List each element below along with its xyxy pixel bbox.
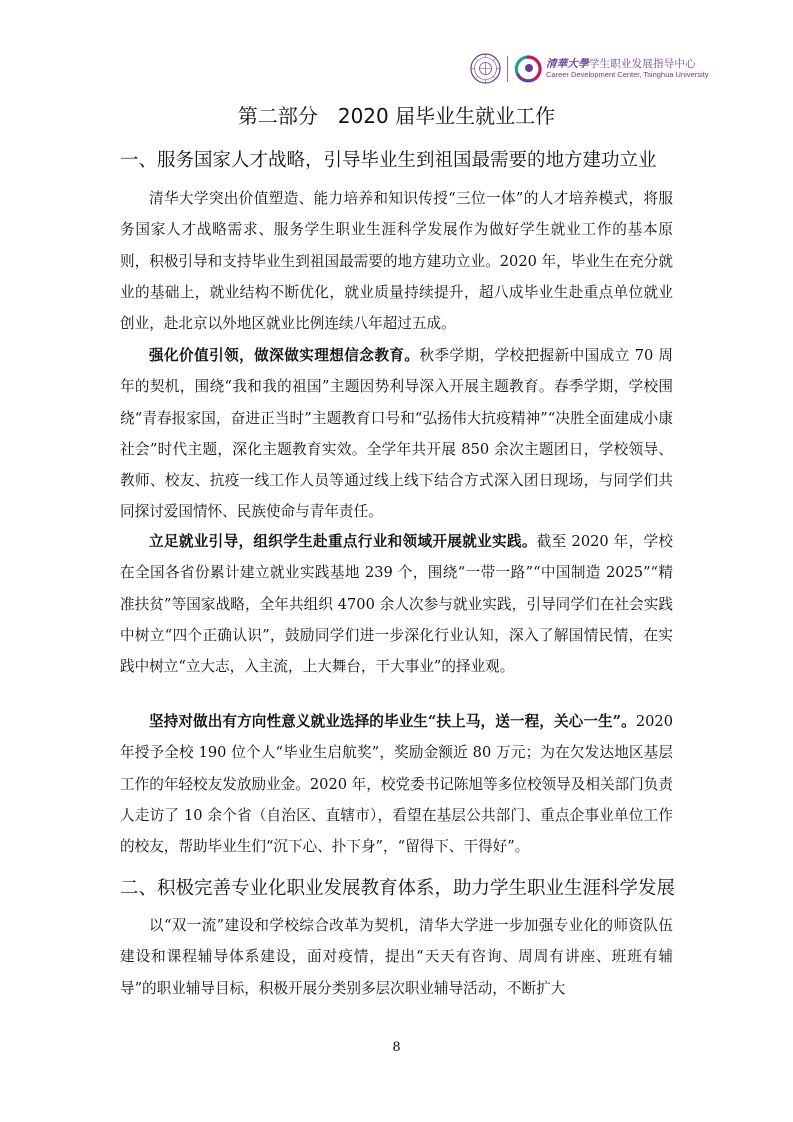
part-title: 第二部分 2020 届毕业生就业工作 [237,104,556,128]
section-2-title: 二、积极完善专业化职业发展教育体系，助力学生职业生涯科学发展 [120,878,676,899]
tsinghua-seal-icon [470,53,501,84]
paragraph-lead: 坚持对做出有方向性意义就业选择的毕业生“扶上马，送一程，关心一生”。 [149,713,636,730]
paragraph-lead: 强化价值引领，做深做实理想信念教育。 [149,347,420,364]
paragraph-body: 秋季学期，学校把握新中国成立 70 周年的契机，围绕“我和我的祖国”主题因势利导深入开展主题教育。春季学期，学校围绕“青春报家国，奋进正当时”主题教育口号和“弘扬伟大抗疫精神”“决胜全面建成小康社会”时代主题，深化主题教育实效。全学年共开展 850 余次主题团日，学校领导、教师、校友、抗疫一线工作人员等通过线上线下结合方式深入团日现场，与同学们共同探讨爱国情怀、民族使命与青年责任。 [120,347,673,521]
section-1-intro-paragraph: 清华大学突出价值塑造、能力培养和知识传授“三位一体”的人才培养模式，将服务国家人才战略需求、服务学生职业生涯科学发展作为做好学生就业工作的基本原则，积极引导和支持毕业生到祖国最需要的地方建功立业。2020 年，毕业生在充分就业的基础上，就业结构不断优化，就业质量持续提升，超八成毕业生赴重点单位就业创业，赴北京以外地区就业比例连续八年超过五成。 [120,190,673,333]
page-number: 8 [392,1040,401,1055]
brand-name-en: Career Development Center, Tsinghua University [546,70,709,79]
graduate-support-paragraph [120,706,673,862]
value-guidance-paragraph [120,340,673,528]
header-divider [507,56,508,82]
header-logos [470,52,730,88]
brand-name-cn: 清華大學学生职业发展指导中心 [546,58,696,70]
employment-practice-paragraph [120,526,673,682]
section-2-intro-paragraph: 以“双一流”建设和学校综合改革为契机，清华大学进一步加强专业化的师资队伍建设和课程辅导体系建设，面对疫情，提出“天天有咨询、周周有讲座、班班有辅导”的职业辅导目标，积极开展分类别多层次职业辅导活动，不断扩大 [120,917,673,997]
section-1-title: 一、服务国家人才战略，引导毕业生到祖国最需要的地方建功立业 [120,150,657,171]
career-center-logo-icon [514,55,542,83]
paragraph-body: 截至 2020 年，学校在全国各省份累计建立就业实践基地 239 个，围绕“一带一路”“中国制造 2025”“精准扶贫”等国家战略，全年共组织 4700 余人次参与就业实践，引导同学们在社会实践中树立“四个正确认识”，鼓励同学们进一步深化行业认知，深入了解国情民情，在实践中树立“立大志，入主流，上大舞台，干大事业”的择业观。 [120,533,673,676]
paragraph-lead: 立足就业引导，组织学生赴重点行业和领域开展就业实践。 [149,533,537,550]
paragraph-body: 2020 年授予全校 190 位个人“毕业生启航奖”，奖励金额近 80 万元；为在欠发达地区基层工作的年轻校友发放励业金。2020 年，校党委书记陈旭等多位校领导及相关部门负责人走访了 10 余个省（自治区、直辖市），看望在基层公共部门、重点企事业单位工作的校友，帮助毕业生们“沉下心、扑下身”，“留得下、干得好”。 [120,713,673,856]
